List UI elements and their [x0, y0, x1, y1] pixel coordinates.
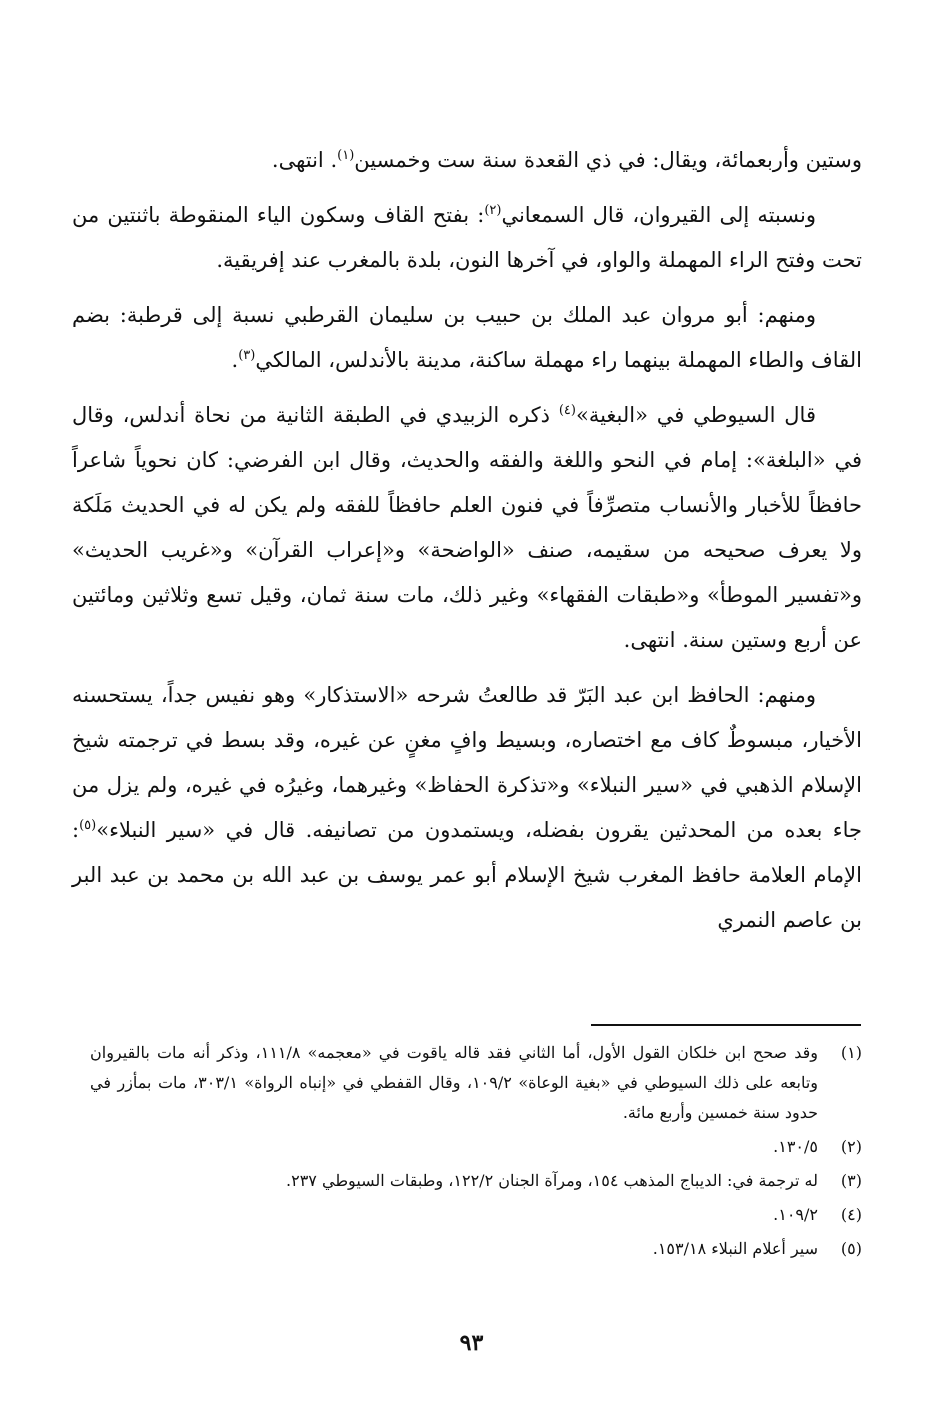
footnote-text: وقد صحح ابن خلكان القول الأول، أما الثاني فقد قاله ياقوت في «معجمه» ١١١/٨، وذكر أنه مات بالقيروان وتابعه على ذلك السيوطي في «بغية الوعاة» ١٠٩/٢، وقال القفطي في «إنباه الرواة» ٣٠٣/١، مات بمأزر في حدود سنة خمسين وأربع مائة. [90, 1043, 818, 1122]
footnote-text: سير أعلام النبلاء ١٥٣/١٨. [652, 1239, 818, 1258]
footnote-text: له ترجمة في: الديباج المذهب ١٥٤، ومرآة الجنان ١٢٢/٢، وطبقات السيوطي ٢٣٧. [286, 1171, 818, 1190]
footnote-1 [90, 1038, 862, 1128]
page-number: ٩٣ [459, 1330, 484, 1356]
footnote-text: ١٣٠/٥. [773, 1137, 818, 1156]
footnote-number: (٥) [840, 1239, 862, 1258]
paragraph-4: قال السيوطي في «البغية»$^{(٤)}$ ذكره الزبيدي في الطبقة الثانية من نحاة أندلس، وقال في «البلغة»: إمام في النحو واللغة والفقه والحديث، وقال ابن الفرضي: كان نحوياً شاعراً حافظاً للأخبار والأنساب متصرِّفاً في فنون العلم حافظاً للفقه ولم يكن له في الحديث مَلَكة ولا يعرف صحيحه من سقيمه، صنف «الواضحة» و«إعراب القرآن» و«غريب الحديث» و«تفسير الموطأ» و«طبقات الفقهاء» وغير ذلك، مات سنة ثمان، وقيل تسع وثلاثين ومائتين عن أربع وستين سنة. انتهى. [72, 403, 862, 652]
footnote-ref-3: (٣) [238, 348, 256, 363]
footnote-number: (٢) [840, 1137, 862, 1156]
footnote-ref-2: (٢) [484, 203, 502, 218]
footnote-4 [90, 1200, 862, 1230]
footnote-text: ١٠٩/٢. [773, 1205, 818, 1224]
footnote-3 [90, 1166, 862, 1196]
footnote-ref-1: (١) [337, 148, 355, 163]
footnote-number: (١) [840, 1043, 862, 1062]
footnote-divider [591, 1024, 861, 1026]
paragraph-2: ونسبته إلى القيروان، قال السمعاني$^{(٢)}$: بفتح القاف وسكون الياء المنقوطة باثنتين من تحت وفتح الراء المهملة والواو، في آخرها النون، بلدة بالمغرب عند إفريقية. [72, 203, 862, 272]
footnote-number: (٤) [840, 1205, 862, 1224]
paragraph-1: وستين وأربعمائة، ويقال: في ذي القعدة سنة ست وخمسين$^{(١)}$. انتهى. [271, 148, 862, 172]
main-text [72, 138, 862, 953]
paragraph-3: ومنهم: أبو مروان عبد الملك بن حبيب بن سليمان القرطبي نسبة إلى قرطبة: بضم القاف والطاء المهملة بينهما راء مهملة ساكنة، مدينة بالأندلس، المالكي$^{(٣)}$. [72, 303, 862, 372]
footnote-number: (٣) [840, 1171, 862, 1190]
footnotes [90, 1038, 862, 1268]
footnote-5 [90, 1234, 862, 1264]
footnote-2 [90, 1132, 862, 1162]
footnote-ref-5: (٥) [79, 818, 97, 833]
paragraph-5: ومنهم: الحافظ ابن عبد البَرّ قد طالعتُ شرحه «الاستذكار» وهو نفيس جداً، يستحسنه الأخيار، مبسوطٌ كاف مع اختصاره، وبسيط وافٍ مغنٍ عن غيره، وقد بسط في ترجمته شيخ الإسلام الذهبي في «سير النبلاء» و«تذكرة الحفاظ» وغيرهما، وغيرُه في غيره، ولم يزل من جاء بعده من المحدثين يقرون بفضله، ويستمدون من تصانيفه. قال في «سير النبلاء»$^{(٥)}$: الإمام العلامة حافظ المغرب شيخ الإسلام أبو عمر يوسف بن عبد الله بن محمد بن عبد البر بن عاصم النمري [72, 683, 862, 932]
footnote-ref-4: (٤) [558, 403, 576, 418]
